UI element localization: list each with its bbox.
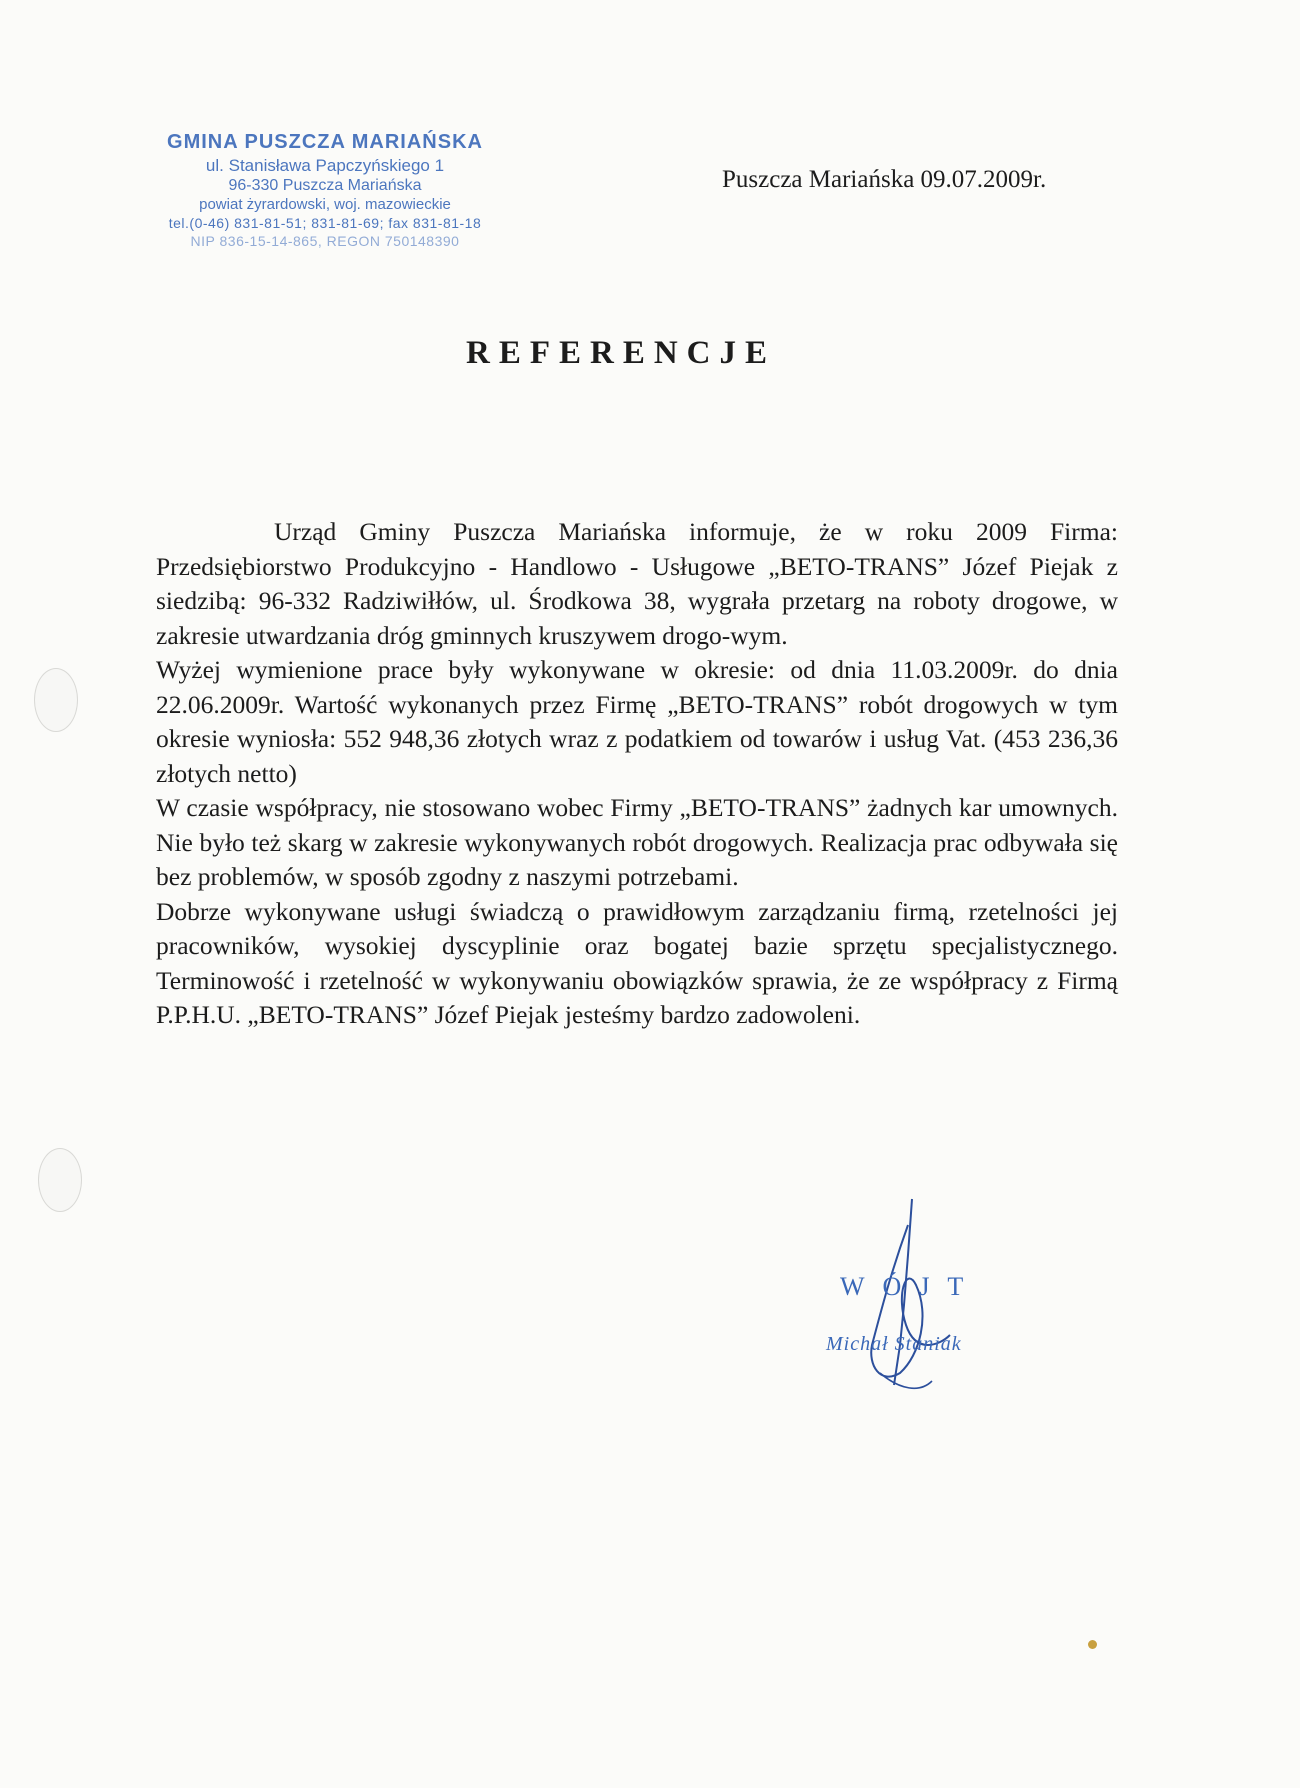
stamp-district: powiat żyrardowski, woj. mazowieckie	[199, 196, 451, 214]
place-and-date: Puszcza Mariańska 09.07.2009r.	[722, 166, 1047, 193]
paragraph-1: Urząd Gminy Puszcza Mariańska informuje, że w roku 2009 Firma: Przedsiębiorstwo Produkcyjno - Handlowo - Usługowe „BETO-TRANS” Józef Piejak z siedzibą: 96-332 Radziwiłłów, ul. Środkowa 38, wygrała przetarg na roboty drogowe, w zakresie utwardzania dróg gminnych kruszywem drogo-wym.	[156, 517, 1118, 650]
punch-hole-top	[34, 668, 78, 732]
stamp-phone: tel.(0-46) 831-81-51; 831-81-69; fax 831-81-18	[168, 215, 482, 231]
stamp-tax-ids: NIP 836-15-14-865, REGON 750148390	[190, 232, 460, 249]
paper-speck	[1088, 1640, 1097, 1649]
letter-body	[156, 515, 1118, 1033]
signature-name: Michał Staniak	[826, 1333, 962, 1355]
punch-hole-bottom	[38, 1148, 82, 1212]
stamp-postal: 96-330 Puszcza Mariańska	[228, 177, 422, 195]
document-title: REFERENCJE	[466, 335, 777, 371]
stamp-street: ul. Stanisława Papczyńskiego 1	[205, 156, 445, 175]
paragraph-4: Dobrze wykonywane usługi świadczą o prawidłowym zarządzaniu firmą, rzetelności jej pracowników, wysokiej dyscyplinie oraz bogatej bazie sprzętu specjalistycznego. Terminowość i rzetelność w wykonywaniu obowiązków sprawia, że ze współpracy z Firmą P.P.H.U. „BETO-TRANS” Józef Piejak jesteśmy bardzo zadowoleni.	[156, 896, 1118, 1029]
stamp-name: GMINA PUSZCZA MARIAŃSKA	[167, 131, 483, 153]
paragraph-2: Wyżej wymienione prace były wykonywane w okresie: od dnia 11.03.2009r. do dnia 22.06.2009r. Wartość wykonanych przez Firmę „BETO-TRANS” robót drogowych w tym okresie wyniosła: 552 948,36 złotych wraz z podatkiem od towarów i usług Vat. (453 236,36 złotych netto)	[156, 655, 1118, 788]
signature-title: WÓJT	[840, 1272, 982, 1301]
paragraph-3: W czasie współpracy, nie stosowano wobec Firmy „BETO-TRANS” żadnych kar umownych. Nie było też skarg w zakresie wykonywanych robót drogowych. Realizacja prac odbywała się bez problemów, w sposób zgodny z naszymi potrzebami.	[156, 793, 1118, 891]
municipality-stamp	[150, 130, 500, 250]
